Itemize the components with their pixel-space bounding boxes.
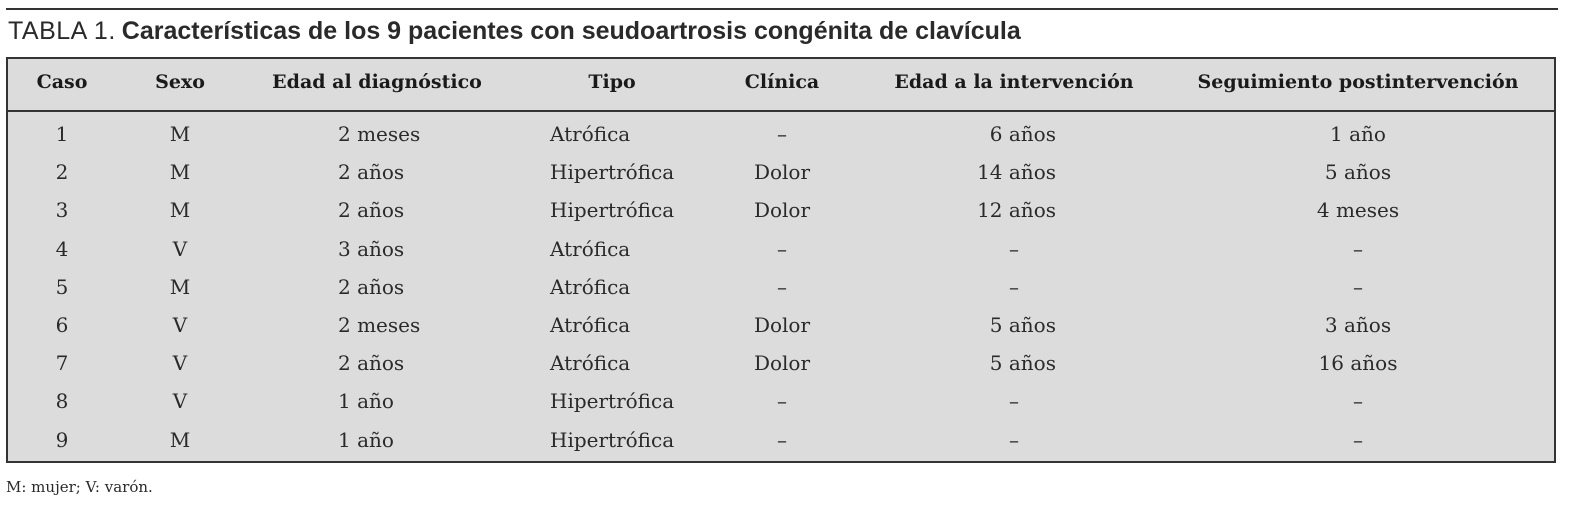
- cell-edad-diagnostico: 1 año: [338, 427, 394, 452]
- cell-seguimiento: 16 años: [1318, 351, 1398, 376]
- cell-caso: 8: [55, 389, 69, 414]
- cell-seguimiento: 4 meses: [1316, 198, 1400, 223]
- cell-edad-diagnostico: 2 años: [338, 160, 405, 185]
- cell-clinica: Dolor: [753, 313, 811, 337]
- header-rule: [8, 110, 1554, 112]
- cell-edad-intervencion: –: [1009, 236, 1019, 261]
- cell-caso: 7: [55, 351, 69, 376]
- column-header-tipo: Tipo: [588, 71, 636, 93]
- cell-edad-intervencion: 12 años: [977, 198, 1056, 223]
- cell-seguimiento: 5 años: [1324, 160, 1392, 185]
- cell-seguimiento: –: [1353, 427, 1363, 452]
- cell-sexo: V: [172, 313, 188, 337]
- cell-edad-intervencion: –: [1009, 274, 1019, 299]
- cell-edad-intervencion: –: [1009, 427, 1019, 452]
- top-rule: [6, 8, 1558, 10]
- table-label: TABLA 1.: [8, 17, 116, 45]
- cell-seguimiento: –: [1353, 236, 1363, 261]
- column-header-clinica: Clínica: [744, 71, 820, 93]
- cell-tipo: Atrófica: [550, 274, 631, 299]
- cell-sexo: V: [172, 389, 188, 414]
- cell-caso: 9: [55, 427, 69, 452]
- cell-seguimiento: 3 años: [1324, 313, 1392, 337]
- cell-clinica: Dolor: [753, 160, 811, 185]
- cell-edad-diagnostico: 3 años: [338, 236, 405, 261]
- cell-clinica: Dolor: [753, 198, 811, 223]
- cell-edad-intervencion: 14 años: [977, 160, 1056, 185]
- cell-seguimiento: 1 año: [1330, 122, 1386, 146]
- cell-sexo: M: [169, 198, 191, 223]
- column-header-edad-diagnostico: Edad al diagnóstico: [272, 71, 482, 93]
- cell-clinica: –: [777, 122, 787, 146]
- cell-edad-intervencion: 5 años: [989, 313, 1056, 337]
- column-header-caso: Caso: [36, 71, 88, 93]
- cell-clinica: –: [777, 274, 787, 299]
- cell-edad-intervencion: 5 años: [989, 351, 1056, 376]
- table-footnote: M: mujer; V: varón.: [6, 478, 153, 496]
- cell-tipo: Atrófica: [550, 122, 631, 146]
- cell-edad-diagnostico: 2 años: [338, 351, 405, 376]
- cell-sexo: V: [172, 236, 188, 261]
- cell-edad-diagnostico: 2 meses: [338, 313, 421, 337]
- cell-tipo: Atrófica: [550, 351, 631, 376]
- column-header-seguimiento: Seguimiento postintervención: [1197, 71, 1519, 93]
- cell-sexo: M: [169, 122, 191, 146]
- cell-tipo: Atrófica: [550, 313, 631, 337]
- cell-edad-diagnostico: 2 años: [338, 198, 405, 223]
- cell-sexo: M: [169, 274, 191, 299]
- cell-edad-diagnostico: 1 año: [338, 389, 394, 414]
- cell-edad-intervencion: 6 años: [989, 122, 1056, 146]
- cell-seguimiento: –: [1353, 389, 1363, 414]
- data-table: [6, 57, 1556, 463]
- cell-tipo: Hipertrófica: [550, 389, 675, 414]
- cell-caso: 3: [55, 198, 69, 223]
- cell-tipo: Hipertrófica: [550, 198, 675, 223]
- cell-caso: 6: [55, 313, 69, 337]
- column-header-sexo: Sexo: [155, 71, 205, 93]
- cell-tipo: Atrófica: [550, 236, 631, 261]
- cell-tipo: Hipertrófica: [550, 427, 675, 452]
- cell-edad-diagnostico: 2 meses: [338, 122, 421, 146]
- cell-edad-diagnostico: 2 años: [338, 274, 405, 299]
- cell-caso: 4: [55, 236, 69, 261]
- cell-sexo: V: [172, 351, 188, 376]
- cell-caso: 2: [55, 160, 69, 185]
- column-header-edad-intervencion: Edad a la intervención: [894, 71, 1134, 93]
- cell-clinica: –: [777, 389, 787, 414]
- cell-clinica: Dolor: [753, 351, 811, 376]
- cell-caso: 5: [55, 274, 69, 299]
- cell-sexo: M: [169, 427, 191, 452]
- cell-clinica: –: [777, 427, 787, 452]
- cell-sexo: M: [169, 160, 191, 185]
- cell-edad-intervencion: –: [1009, 389, 1019, 414]
- table-title: Características de los 9 pacientes con seudoartrosis congénita de clavícula: [121, 17, 1021, 45]
- cell-caso: 1: [55, 122, 69, 146]
- cell-tipo: Hipertrófica: [550, 160, 675, 185]
- cell-seguimiento: –: [1353, 274, 1363, 299]
- table-caption: [8, 14, 1021, 48]
- cell-clinica: –: [777, 236, 787, 261]
